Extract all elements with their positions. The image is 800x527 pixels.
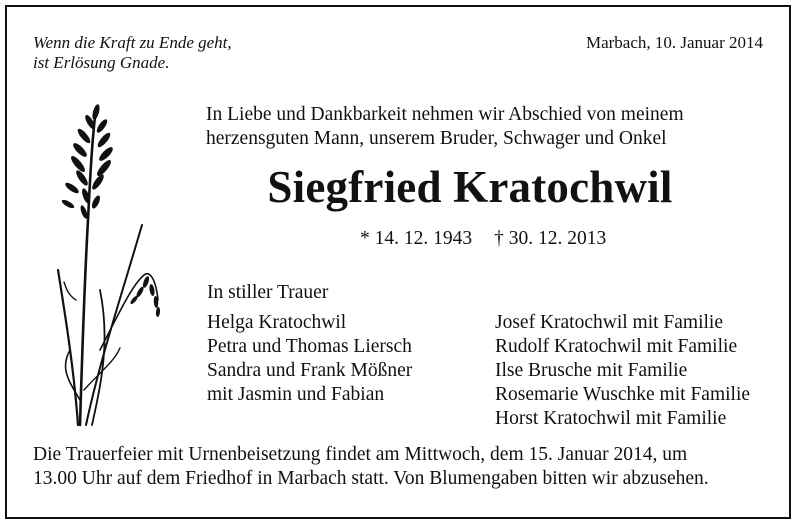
mourner-entry: Petra und Thomas Liersch	[207, 336, 412, 357]
ceremony-line-2: 13.00 Uhr auf dem Friedhof in Marbach statt. Von Blumengaben bitten wir abzusehen.	[33, 468, 709, 489]
intro-line-2: herzensguten Mann, unserem Bruder, Schwager und Onkel	[206, 128, 667, 149]
motto	[33, 33, 232, 73]
mourners-left-column	[207, 311, 412, 407]
mourner-entry: Josef Kratochwil mit Familie	[495, 312, 724, 333]
motto-line-2: ist Erlösung Gnade.	[33, 53, 170, 72]
grass-illustration-icon	[40, 100, 170, 430]
birth-date: * 14. 12. 1943	[360, 228, 473, 249]
deceased-name: Siegfried Kratochwil	[267, 162, 673, 212]
mourner-entry: Rudolf Kratochwil mit Familie	[495, 336, 738, 357]
mourner-entry: Sandra und Frank Mößner	[207, 360, 413, 381]
motto-line-1: Wenn die Kraft zu Ende geht,	[33, 33, 232, 52]
mourning-label: In stiller Trauer	[207, 282, 329, 303]
ceremony-text	[33, 443, 709, 491]
ceremony-line-1: Die Trauerfeier mit Urnenbeisetzung findet am Mittwoch, dem 15. Januar 2014, um	[33, 444, 688, 465]
mourner-entry: Horst Kratochwil mit Familie	[495, 408, 727, 429]
mourner-entry: mit Jasmin und Fabian	[207, 384, 385, 405]
intro-text	[206, 103, 684, 151]
life-dates	[360, 227, 606, 251]
death-date: † 30. 12. 2013	[494, 228, 607, 249]
mourners-right-column	[495, 311, 750, 431]
mourner-entry: Ilse Brusche mit Familie	[495, 360, 688, 381]
place-date: Marbach, 10. Januar 2014	[585, 33, 763, 52]
mourner-entry: Helga Kratochwil	[207, 312, 347, 333]
mourner-entry: Rosemarie Wuschke mit Familie	[495, 384, 751, 405]
intro-line-1: In Liebe und Dankbarkeit nehmen wir Abschied von meinem	[206, 104, 684, 125]
